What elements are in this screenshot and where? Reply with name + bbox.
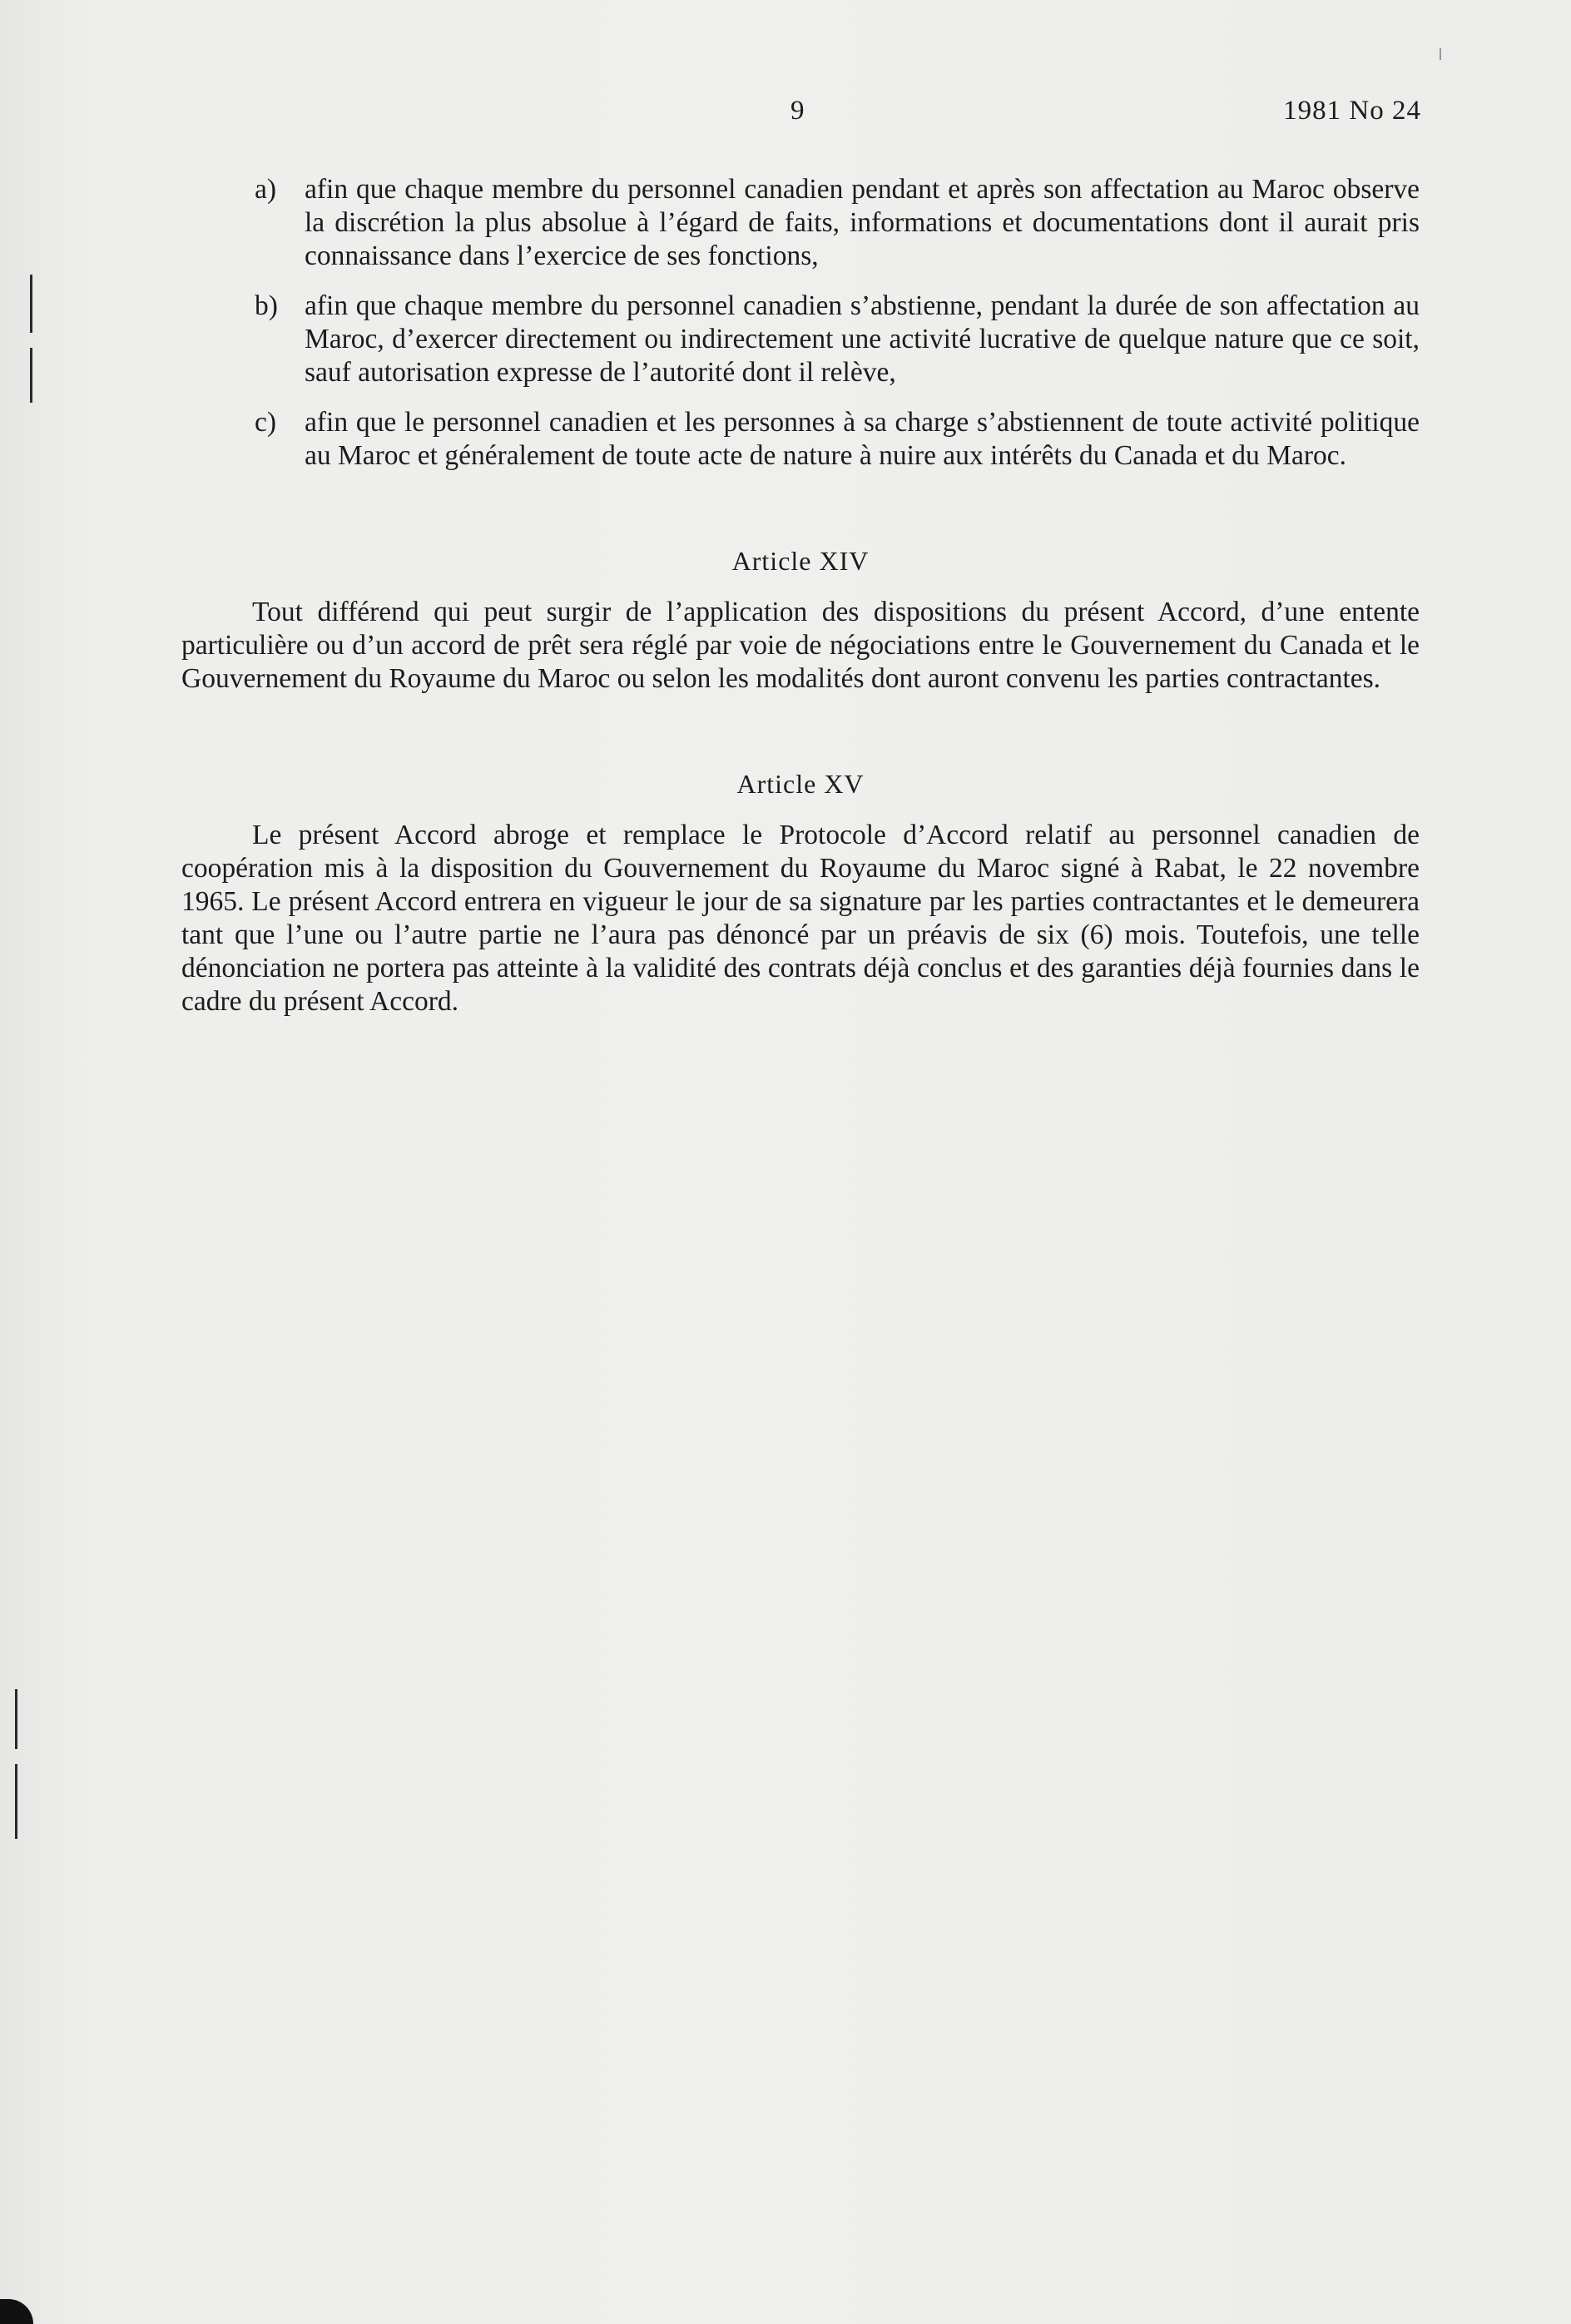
article-paragraph: Tout différend qui peut surgir de l’application des dispositions du présent Accord, d’une entente particulière ou d’un accord de prêt sera réglé par voie de négociations entre le Gouvernement du Canada et le Gouvernement du Royaume du Maroc ou selon les modalités dont auront convenu les parties contractantes. [181,597,1420,694]
margin-mark [15,1689,17,1749]
list-item [181,173,1420,273]
list-item-label: b) [255,290,278,321]
article-heading: Article XV [736,769,865,799]
list-item [181,290,1420,389]
document-body [181,173,1420,1018]
list-item-text: afin que chaque membre du personnel canadien s’abstienne, pendant la durée de son affectation au Maroc, d’exercer directement ou indirectement une activité lucrative de quelque nature que ce soit, sauf autorisation expresse de l’autorité dont il relève, [305,290,1420,388]
page-header [0,96,1571,137]
series-number: 1981 No 24 [1283,96,1421,126]
article-heading: Article XIV [731,546,870,576]
margin-mark [30,348,32,403]
scan-corner-mark [0,2299,33,2324]
page-number: 9 [790,96,805,126]
margin-mark [30,275,32,333]
article-paragraph: Le présent Accord abroge et remplace le Protocole d’Accord relatif au personnel canadien de coopération mis à la disposition du Gouvernement du Royaume du Maroc signé à Rabat, le 22 novembre 1965. Le présent Accord entrera en vigueur le jour de sa signature par les parties contractantes et le demeurera tant que l’une ou l’autre partie ne l’aura pas dénoncé par un préavis de six (6) mois. Toutefois, une telle dénonciation ne portera pas atteinte à la validité des contrats déjà conclus et des garanties déjà fournies dans le cadre du présent Accord. [181,820,1420,1017]
list-item-label: a) [255,174,277,205]
scan-speck [1440,48,1441,60]
list-item-text: afin que chaque membre du personnel canadien pendant et après son affectation au Maroc observe la discrétion la plus absolue à l’égard de faits, informations et documentations dont il aurait pris connaissance dans l’exercice de ses fonctions, [305,174,1420,271]
list-item-label: c) [255,407,277,438]
list-item [181,406,1420,473]
margin-mark [15,1764,17,1839]
list-item-text: afin que le personnel canadien et les personnes à sa charge s’abstiennent de toute activité politique au Maroc et généralement de toute acte de nature à nuire aux intérêts du Canada et du Maroc. [305,407,1420,471]
